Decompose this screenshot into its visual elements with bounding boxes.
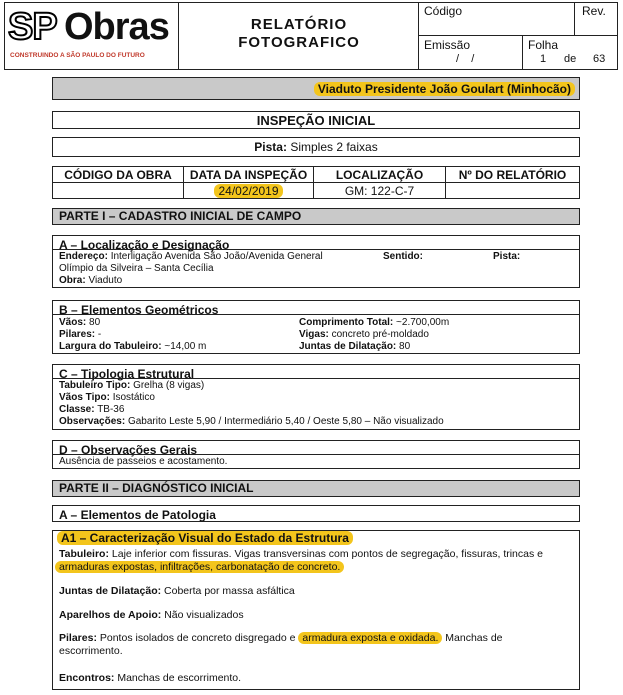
sentido-label: Sentido: <box>383 251 423 262</box>
endereco-line2: Olímpio da Silveira – Santa Cecília <box>59 263 214 274</box>
section-a-title <box>52 235 580 250</box>
info-value-relatorio <box>445 182 580 199</box>
classe-label: Classe: <box>59 404 95 415</box>
a1-aparelhos-value: Não visualizados <box>164 609 244 621</box>
juntas-value: 80 <box>399 341 411 352</box>
info-value-data-cell <box>183 182 314 199</box>
section-a-body <box>52 249 580 288</box>
a1-encontros-label: Encontros: <box>59 672 115 684</box>
header-divider-2 <box>418 2 419 70</box>
a1-tabuleiro-line2: armaduras expostas, infiltrações, carbonatação de concreto. <box>55 561 344 573</box>
report-title <box>180 16 418 52</box>
a1-pilares-text-a: Pontos isolados de concreto disgregado e <box>99 632 296 644</box>
largura-value: ~14,00 m <box>164 341 207 352</box>
header-divider-folha <box>522 35 523 70</box>
section-c-body <box>52 378 580 430</box>
logo-tagline: CONSTRUINDO A SÃO PAULO DO FUTURO <box>10 52 145 59</box>
info-header-data: DATA DA INSPEÇÃO <box>183 166 314 183</box>
section-b-title-text: B – Elementos Geométricos <box>59 303 219 317</box>
vaos-value: 80 <box>89 317 101 328</box>
codigo-label: Código <box>424 4 463 18</box>
observacoes-label: Observações: <box>59 416 126 427</box>
tabuleiro-tipo-label: Tabuleiro Tipo: <box>59 380 131 391</box>
logo-obras: Obras <box>64 6 169 48</box>
section-d-title <box>52 440 580 455</box>
header-divider-h <box>418 35 618 36</box>
info-header-localizacao: LOCALIZAÇÃO <box>313 166 446 183</box>
pista-a-label: Pista: <box>493 251 521 262</box>
report-title-line2: FOTOGRAFICO <box>238 34 360 51</box>
section-d-title-text: D – Observações Gerais <box>59 443 198 457</box>
section-b-title <box>52 300 580 315</box>
pilares-label: Pilares: <box>59 329 96 340</box>
pilares-value: - <box>97 329 102 340</box>
banner <box>52 77 580 100</box>
section-a-title-text: A – Localização e Designação <box>59 238 230 252</box>
section-e-title <box>52 505 580 522</box>
folha-de: de <box>564 53 577 65</box>
info-value-data: 24/02/2019 <box>214 184 282 198</box>
parte2-heading: PARTE II – DIAGNÓSTICO INICIAL <box>52 480 580 497</box>
banner-title: Viaduto Presidente João Goulart (Minhocão) <box>314 82 575 96</box>
juntas-label: Juntas de Dilatação: <box>299 341 397 352</box>
info-table <box>52 166 580 200</box>
section-a1 <box>52 530 580 690</box>
inspecao-title: INSPEÇÃO INICIAL <box>52 111 580 129</box>
info-header-relatorio: Nº DO RELATÓRIO <box>445 166 580 183</box>
rev-label: Rev. <box>582 4 606 18</box>
a1-tabuleiro-line1: Laje inferior com fissuras. Vigas transversinas com pontos de segregação, fissuras, trincas e <box>111 548 543 560</box>
a1-juntas-label: Juntas de Dilatação: <box>59 585 162 597</box>
section-c-title <box>52 364 580 379</box>
folha-num: 1 <box>540 53 547 65</box>
a1-pilares-highlight: armadura exposta e oxidada. <box>298 632 442 644</box>
logo <box>8 6 174 64</box>
endereco-line1: Interligação Avenida São João/Avenida General <box>110 251 323 262</box>
vaos-tipo-value: Isostático <box>112 392 155 403</box>
section-d-body <box>52 454 580 469</box>
emissao-value: / / <box>456 53 475 65</box>
folha-total: 63 <box>593 53 606 65</box>
vigas-value: concreto pré-moldado <box>331 329 429 340</box>
a1-pilares-text-b: Manchas de <box>445 632 503 644</box>
info-value-codigo <box>52 182 184 199</box>
section-b-body <box>52 314 580 354</box>
pista-value: Simples 2 faixas <box>290 140 378 154</box>
vaos-label: Vãos: <box>59 317 87 328</box>
obra-value: Viaduto <box>88 275 123 286</box>
section-d-text: Ausência de passeios e acostamento. <box>59 456 228 467</box>
a1-tabuleiro-label: Tabuleiro: <box>59 548 109 560</box>
a1-aparelhos-label: Aparelhos de Apoio: <box>59 609 162 621</box>
a1-pilares-label: Pilares: <box>59 632 97 644</box>
parte1-heading: PARTE I – CADASTRO INICIAL DE CAMPO <box>52 208 580 225</box>
pista-label: Pista: <box>254 140 287 154</box>
comprimento-label: Comprimento Total: <box>299 317 394 328</box>
observacoes-value: Gabarito Leste 5,90 / Intermediário 5,40 / Oeste 5,80 – Não visualizado <box>127 416 444 427</box>
header-divider-1 <box>178 2 179 70</box>
largura-label: Largura do Tabuleiro: <box>59 341 162 352</box>
classe-value: TB-36 <box>97 404 125 415</box>
a1-juntas-value: Coberta por massa asfáltica <box>164 585 295 597</box>
section-e-title-text: A – Elementos de Patologia <box>59 508 216 522</box>
header-divider-rev <box>574 2 575 35</box>
section-c-title-text: C – Tipologia Estrutural <box>59 367 195 381</box>
folha-label: Folha <box>528 38 559 52</box>
vaos-tipo-label: Vãos Tipo: <box>59 392 110 403</box>
pista-row <box>52 137 580 157</box>
comprimento-value: ~2.700,00m <box>396 317 450 328</box>
a1-pilares-line2: escorrimento. <box>59 645 123 657</box>
report-title-line1: RELATÓRIO <box>250 16 348 33</box>
vigas-label: Vigas: <box>299 329 329 340</box>
logo-sp: SP <box>8 6 57 48</box>
a1-encontros-value: Manchas de escorrimento. <box>117 672 242 684</box>
obra-label: Obra: <box>59 275 86 286</box>
emissao-label: Emissão <box>424 38 471 52</box>
info-value-localizacao: GM: 122-C-7 <box>313 182 446 199</box>
section-a1-title: A1 – Caracterização Visual do Estado da Estrutura <box>57 531 353 545</box>
endereco-label: Endereço: <box>59 251 108 262</box>
info-header-codigo: CÓDIGO DA OBRA <box>52 166 184 183</box>
tabuleiro-tipo-value: Grelha (8 vigas) <box>133 380 205 391</box>
